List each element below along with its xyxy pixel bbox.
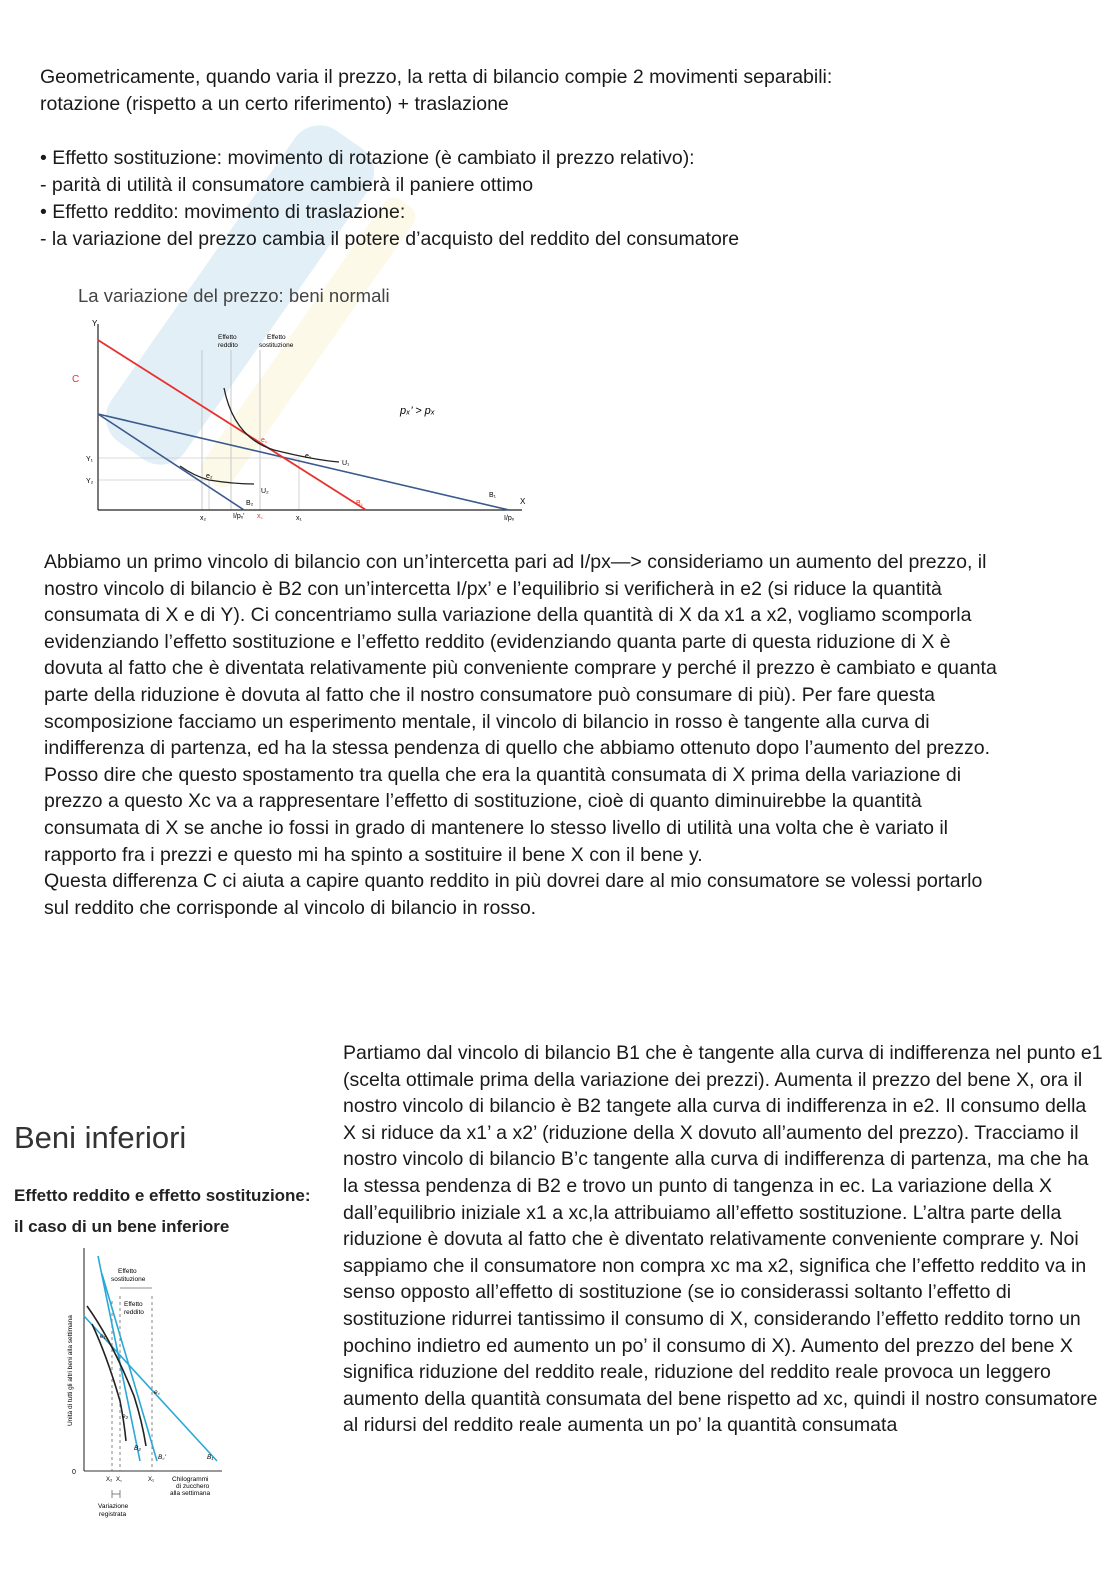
explanation-normal-goods xyxy=(44,549,1004,921)
fig1-label-u1: U₁ xyxy=(342,460,350,467)
fig2-label-b2: B₂ xyxy=(134,1445,141,1452)
fig1-label-effetto-sost-2: sostituzione xyxy=(259,342,294,349)
fig1-label-u2: U₂ xyxy=(261,488,269,495)
fig2-effetto-reddito-2: reddito xyxy=(124,1309,144,1316)
fig2-label-xc: X꜀ xyxy=(116,1477,123,1483)
figure1-diagram xyxy=(72,318,534,530)
intro-bullet-1: • Effetto sostituzione: movimento di rotazione (è cambiato il prezzo relativo): xyxy=(40,147,695,169)
inferior-goods-title: Beni inferiori xyxy=(14,1120,187,1155)
fig1-label-e2: e₂ xyxy=(206,473,213,480)
fig2-effetto-sost-2: sostituzione xyxy=(111,1276,146,1283)
fig1-label-c: C xyxy=(72,374,80,385)
fig2-label-bc: B꜀' xyxy=(158,1454,166,1461)
inferior-paragraph: Partiamo dal vincolo di bilancio B1 che è tangente alla curva di indifferenza nel punto e1 (scelta ottimale prima della variazione dei prezzi). Aumenta il prezzo del bene X, ora il nostro vincolo di bilancio è B2 tangete alla curva di indifferenza in e2. Il consumo della X si riduce da x1’ a x2’ (riduzione della X dovuto all’aumento del prezzo). Tracciamo il nostro vincolo di bilancio B’c tangente alla curva di indifferenza di partenza, ma che ha la stessa pendenza di B2 e trovo un punto di tangenza in ec. La variazione della X dall’equilibrio iniziale x1 a xc,la attribuiamo all’effetto sostituzione. L’altra parte della riduzione è dovuta al fatto che è diventato relativamente conveniente comprare y. Noi sappiamo che il consumatore non compra xc ma x2, significa che l’effetto reddito va in senso opposto all’effetto di sostituzione (se io considerassi soltanto l’effetto di sostituzione ridurrei tantissimo il consumo di X, considerando l’effetto reddito torno un pochino indietro ed aumento un po’ il consumo di X). Aumento del prezzo del bene X significa riduzione del reddito reale, riduzione del reddito reale provoca un leggero aumento della quantità consumata del bene rispetto ad xc, quindi il nostro consumatore al ridursi del reddito reale aumenta un po’ la quantità consumata xyxy=(343,1042,1103,1437)
fig2-effetto-sost-1: Effetto xyxy=(118,1268,137,1275)
fig2-label-e1: e₁ xyxy=(100,1333,106,1340)
fig2-y-axis-label: Unità di tutti gli altri beni alla settimana xyxy=(67,1315,74,1426)
explanation-inferior-goods xyxy=(343,1040,1103,1439)
fig2-indifference-curve-1 xyxy=(87,1306,146,1446)
fig1-label-y1: Y₁ xyxy=(86,456,94,463)
fig2-effetto-reddito-1: Effetto xyxy=(124,1301,143,1308)
fig2-origin: 0 xyxy=(72,1469,76,1476)
fig2-label-x2: X₂ xyxy=(106,1477,113,1483)
fig2-x-axis-label-2: di zucchero xyxy=(176,1483,210,1490)
inferior-goods-subtitle xyxy=(14,1180,311,1242)
paragraph-3: Questa differenza C ci aiuta a capire quanto reddito in più dovrei dare al mio consumatore se volessi portarlo sul reddito che corrisponde al vincolo di bilancio in rosso. xyxy=(44,870,983,919)
fig2-budget-line-b2 xyxy=(98,1256,140,1461)
fig2-x-axis-label-3: alla settimana xyxy=(170,1490,211,1497)
fig1-label-x: X xyxy=(520,497,526,506)
subtitle-line-1: Effetto reddito e effetto sostituzione: xyxy=(14,1186,311,1205)
fig1-label-e1: e₁ xyxy=(305,453,312,460)
indifference-curve-u1 xyxy=(224,388,339,462)
fig1-label-xc: x꜀ xyxy=(257,513,263,520)
fig1-price-note: pₓ’ > pₓ xyxy=(400,405,435,417)
fig2-variazione-1: Variazione xyxy=(98,1503,129,1510)
figure2-diagram xyxy=(62,1246,312,1526)
fig2-label-x1: X₁ xyxy=(148,1477,155,1483)
fig1-label-x1: x₁ xyxy=(296,515,302,522)
intro-line-2: rotazione (rispetto a un certo riferimento) + traslazione xyxy=(40,93,509,115)
fig2-label-e2: e₂ xyxy=(122,1413,129,1420)
intro-bullet-4: - la variazione del prezzo cambia il potere d’acquisto del reddito del consumatore xyxy=(40,228,740,250)
fig2-variazione-2: registrata xyxy=(99,1511,127,1518)
fig1-label-bc: B꜀ xyxy=(356,500,364,507)
fig2-label-ec: e꜀ xyxy=(154,1389,160,1396)
fig2-label-b1: B₁ xyxy=(207,1454,214,1461)
fig1-label-b2: B₂ xyxy=(246,500,254,507)
intro-line-1: Geometricamente, quando varia il prezzo, la retta di bilancio compie 2 movimenti separabili: xyxy=(40,66,833,88)
fig1-label-x2: x₂ xyxy=(200,515,207,522)
intro-bullet-2: - parità di utilità il consumatore cambierà il paniere ottimo xyxy=(40,174,534,196)
fig1-label-ipx: I/pₓ xyxy=(504,515,515,522)
intro-bullet-3: • Effetto reddito: movimento di traslazione: xyxy=(40,201,406,223)
fig2-x-axis-label-1: Chilogrammi xyxy=(172,1476,209,1483)
fig1-label-effetto-sost-1: Effetto xyxy=(267,334,286,341)
fig1-label-b1: B₁ xyxy=(489,492,497,499)
fig1-label-y: Y xyxy=(92,319,98,328)
fig1-label-effetto-reddito-2: reddito xyxy=(218,342,238,349)
fig1-label-ipx2: I/pₓ' xyxy=(233,513,245,520)
fig1-label-effetto-reddito-1: Effetto xyxy=(218,334,237,341)
figure1-title: La variazione del prezzo: beni normali xyxy=(78,285,390,306)
fig1-label-ec: e꜀ xyxy=(261,437,268,444)
budget-line-bc xyxy=(98,340,366,510)
budget-line-b1 xyxy=(98,414,509,510)
paragraph-1: Abbiamo un primo vincolo di bilancio con un’intercetta pari ad I/px—> consideriamo un aumento del prezzo, il nostro vincolo di bilancio è B2 con un’intercetta I/px’ e l’equilibrio si verificherà in e2 (si riduce la quantità consumata di X e di Y). Ci concentriamo sulla variazione della quantità di X da x1 a x2, vogliamo scomporla evidenziando l’effetto sostituzione e l’effetto reddito (evidenziando quanta parte di questa riduzione di X è dovuta al fatto che è diventata relativamente più conveniente comprare y perché il prezzo è cambiato e quanta parte della riduzione è dovuta al fatto che il nostro consumatore può consumare di più). Per fare questa scomposizione facciamo un esperimento mentale, il vincolo di bilancio in rosso è tangente alla curva di indifferenza di partenza, ed ha la stessa pendenza di quello che abbiamo ottenuto dopo l’aumento del prezzo. xyxy=(44,551,997,760)
subtitle-line-2: il caso di un bene inferiore xyxy=(14,1217,230,1236)
paragraph-2: Posso dire che questo spostamento tra quella che era la quantità consumata di X prima della variazione di prezzo a questo Xc va a rappresentare l’effetto di sostituzione, cioè di quanto diminuirebbe la quantità consumata di X se anche io fossi in grado di mantenere lo stesso livello di utilità una volta che è variato il rapporto fra i prezzi e questo mi ha spinto a sostituire il bene X con il bene y. xyxy=(44,763,962,866)
intro-text xyxy=(40,64,1040,253)
budget-line-b2 xyxy=(98,414,244,510)
fig1-label-y2: Y₂ xyxy=(86,478,94,485)
